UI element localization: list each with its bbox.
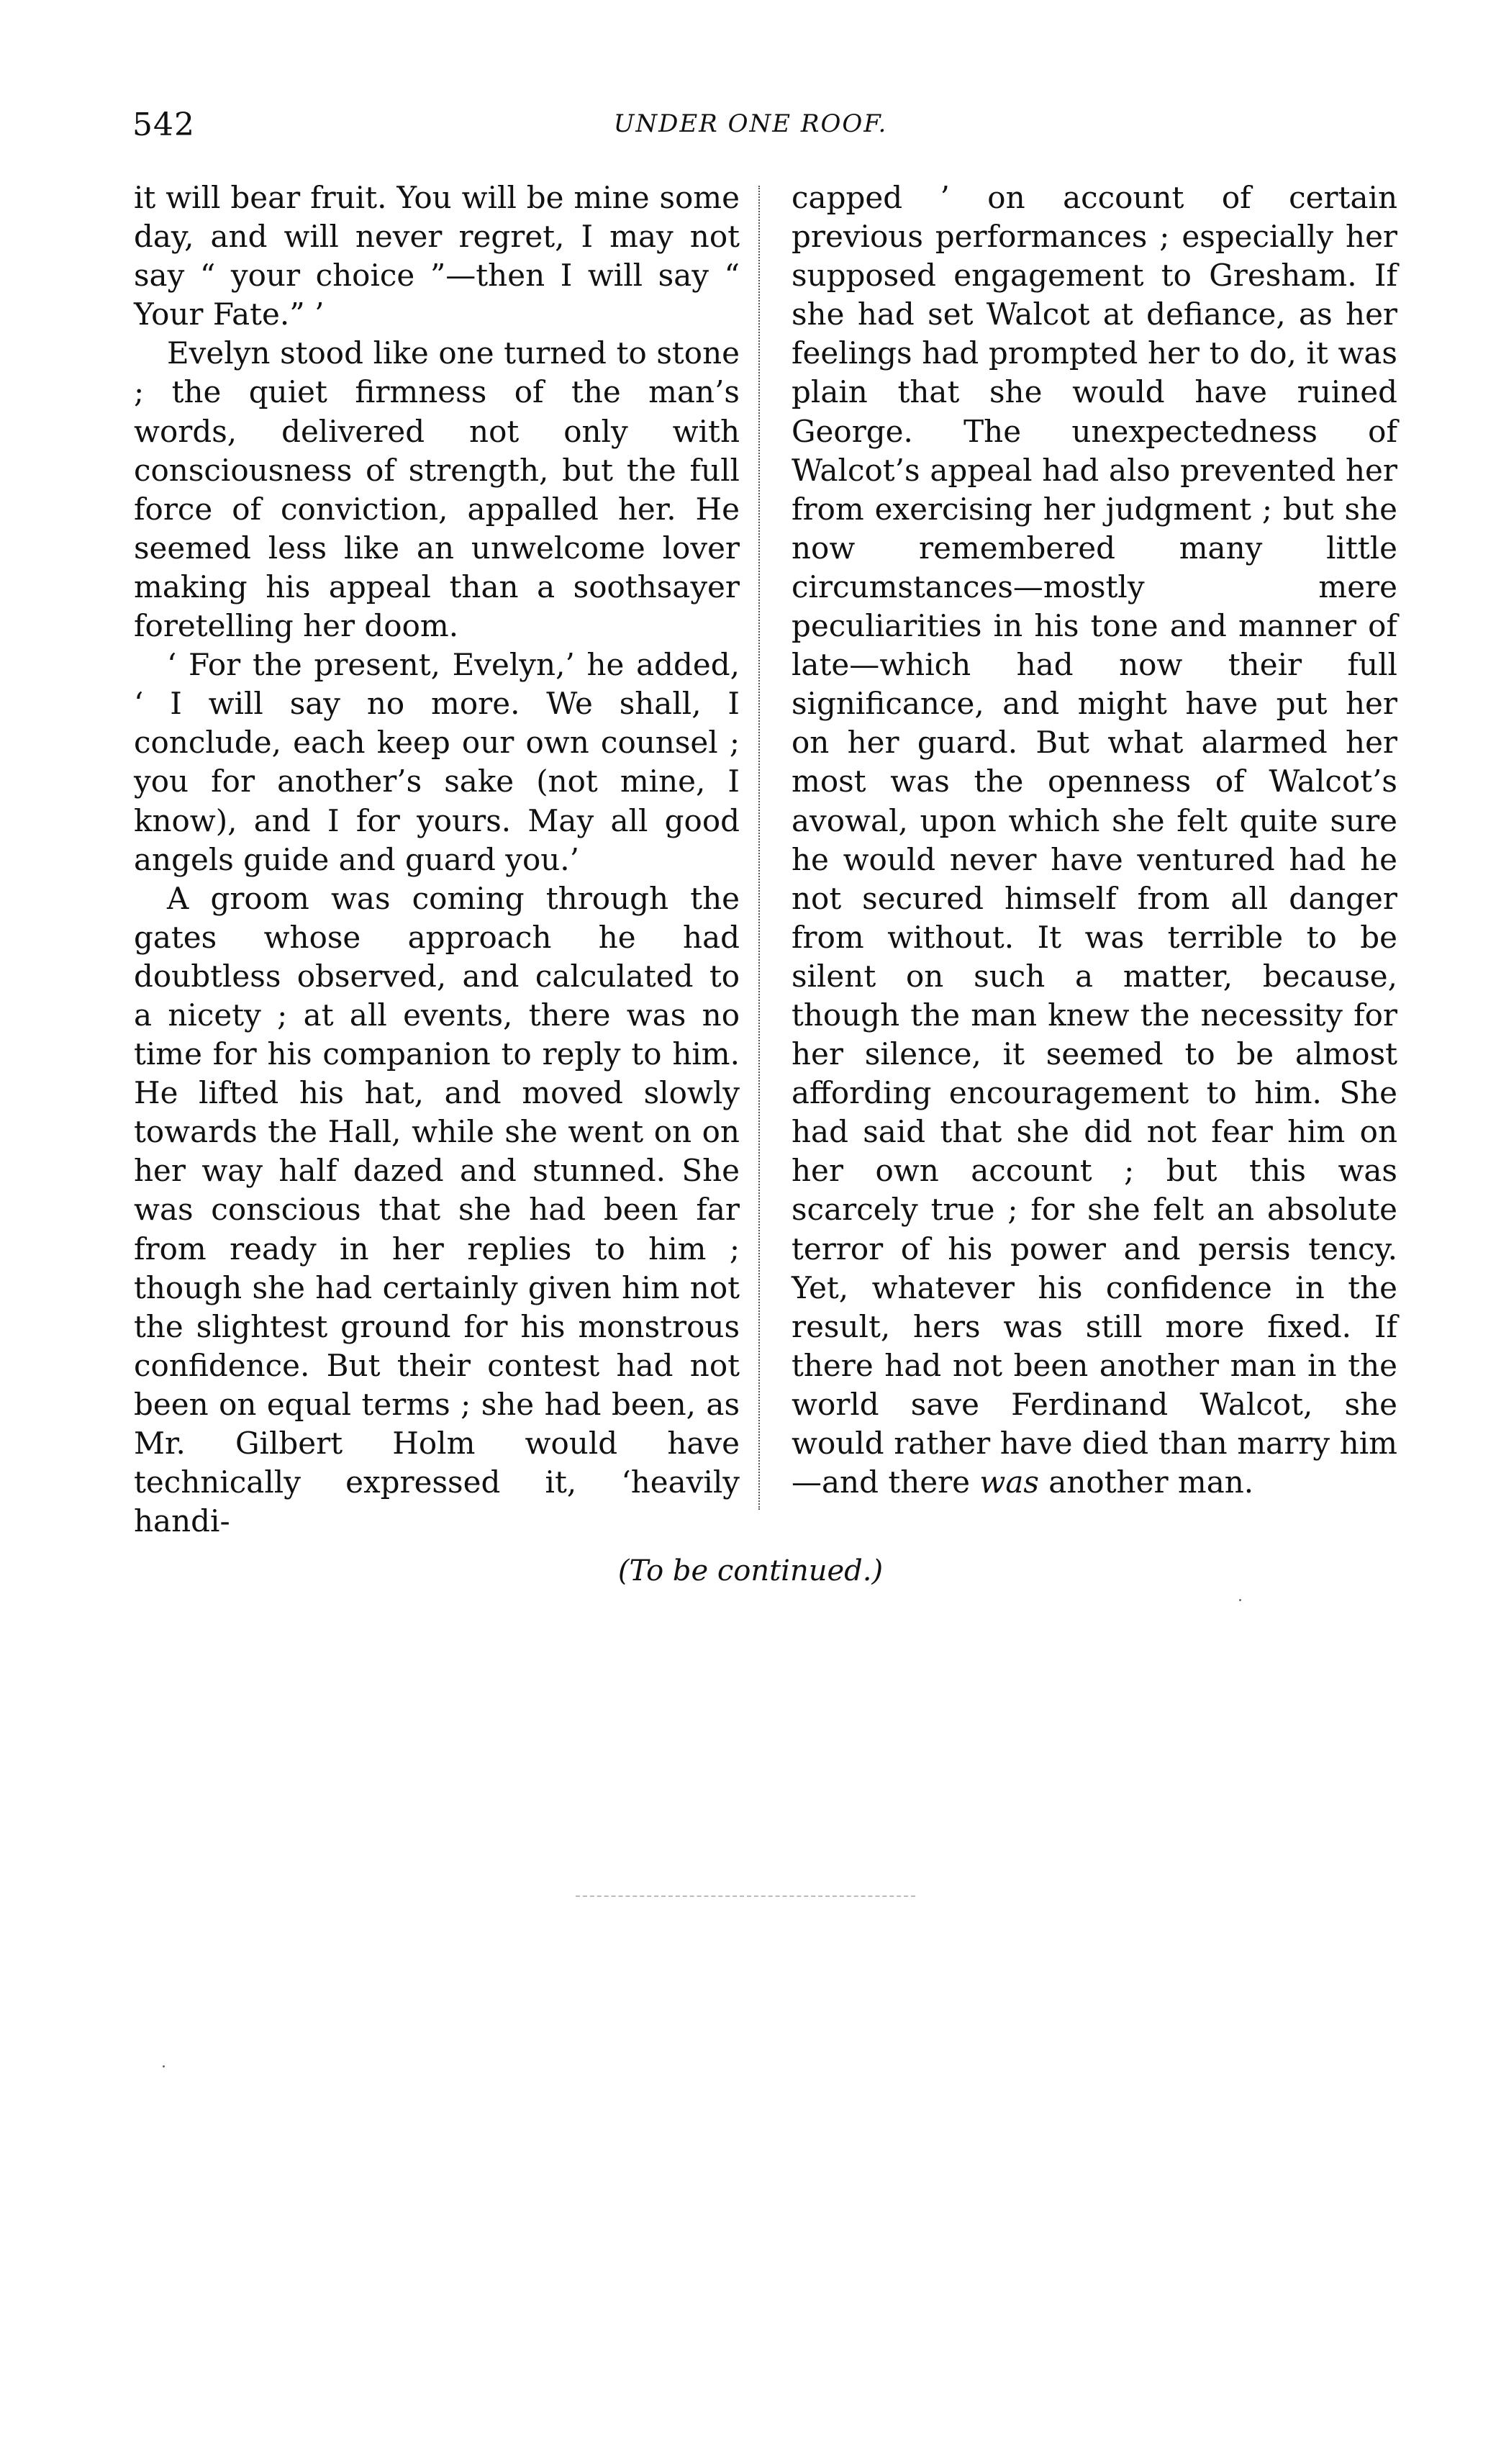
end-rule [576, 1895, 915, 1897]
paragraph: it will bear fruit. You will be mine some day, and will never regret, I may not say “ your choice ”—then I will say “ Your Fate.” ’ [134, 180, 740, 332]
paragraph: ‘ For the present, Evelyn,’ he added, ‘ I will say no more. We shall, I conclude, each keep our own counsel ; you for another’s sake (not mine, I know), and I for yours. May all good angels guide and guard you.’ [134, 647, 740, 877]
paragraph: A groom was coming through the gates whose approach he had doubtless observed, and calculated to a nicety ; at all events, there was no time for his companion to reply to him. He lifted his hat, and moved slowly towards the Hall, while she went on on her way half dazed and stunned. She was conscious that she had been far from ready in her replies to him ; though she had certainly given him not the slightest ground for his monstrous confidence. But their contest had not been on equal terms ; she had been, as Mr. Gilbert Holm would have technically expressed it, ‘heavily handi- [134, 880, 740, 1539]
page-number: 542 [132, 107, 195, 143]
running-head [130, 107, 1371, 150]
running-title: UNDER ONE ROOF. [613, 109, 888, 138]
print-speck [1239, 1599, 1241, 1601]
column-divider [758, 186, 760, 1510]
paragraph-text: capped ’ on account of certain previous performances ; especially her supposed engagement to Gresham. If she had set Walcot at defiance, as her feelings had prompted her to do, it was plain that she would have ruined George. The unexpectedness of Walcot’s appeal had also prevented her from exercising her judgment ; but she now remembered many little circumstances—mostly mere peculiarities in his tone and manner of late—which had now their full significance, and might have put her on her guard. But what alarmed her most was the openness of Walcot’s avowal, upon which she felt quite sure he would never have ventured had he not secured himself from all danger from without. It was terrible to be silent on such a matter, because, though the man knew the necessity for her silence, it seemed to be almost affording encouragement to him. She had said that she did not fear him on her own account ; but this was scarcely true ; for she felt an absolute terror of his power and persis tency. Yet, whatever his confidence in the result, hers was still more fixed. If there had not been another man in the world save Ferdinand Walcot, she would rather have died than marry him—and there [792, 180, 1397, 1500]
right-column [792, 178, 1397, 1502]
emphasis-word: was [979, 1464, 1039, 1500]
to-be-continued-note: (To be continued.) [617, 1554, 884, 1587]
print-speck [163, 2065, 165, 2067]
paragraph [792, 178, 1397, 1502]
paragraph-text-end: another man. [1038, 1464, 1254, 1500]
paragraph: Evelyn stood like one turned to stone ; the quiet firmness of the man’s words, delivered not only with consciousness of strength, but the full force of conviction, appalled her. He seemed less like an unwelcome lover making his appeal than a soothsayer foretelling her doom. [134, 335, 740, 644]
left-column [134, 178, 740, 1541]
